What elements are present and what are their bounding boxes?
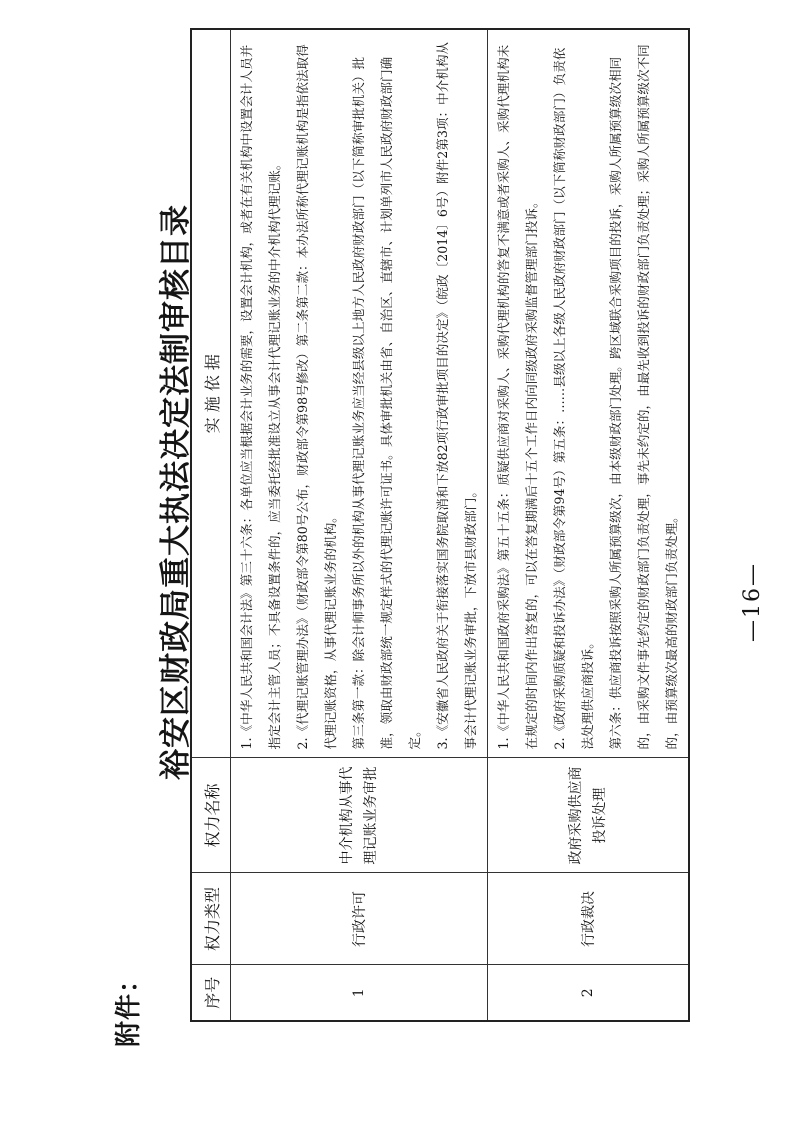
- row-type: 行政许可: [231, 873, 488, 965]
- table-row: [231, 29, 488, 1021]
- row-basis: [231, 29, 488, 758]
- row-name: 政府采购供应商投诉处理: [488, 758, 690, 873]
- table-row: [488, 29, 690, 1021]
- row-seq: 2: [488, 965, 690, 1021]
- header-seq: 序号: [191, 965, 231, 1021]
- basis-paragraph: 第六条：供应商投诉按照采购人所属预算级次，由本级财政部门处理。跨区域联合采购项目的投诉，采购人所属预算级次相同的，由采购文件事先约定的财政部门负责处理，事先未约定的，由最先收到投诉的财政部门负责处理；采购人所属预算级次不同的，由预算级次最高的财政部门负责处理。: [608, 44, 679, 750]
- basis-paragraph: 2.《政府采购质疑和投诉办法》（财政部令第94号）第五条：……县级以上各级人民政府财政部门（以下简称财政部门）负责依法处理供应商投诉。: [552, 47, 595, 750]
- header-basis: 实 施 依 据: [191, 29, 231, 758]
- basis-paragraph: 1.《中华人民共和国会计法》第三十六条：各单位应当根据会计业务的需要，设置会计机构，或者在有关机构中设置会计人员并指定会计主管人员；不具备设置条件的，应当委托经批准设立从事会计代理记账业务的中介机构代理记账。: [239, 44, 282, 750]
- row-basis: [488, 29, 690, 758]
- basis-paragraph: 2.《代理记账管理办法》（财政部令第80号公布，财政部令第98号修改）第二条第二款：本办法所称代理记账机构是指依法取得代理记账资格，从事代理记账业务的机构。: [295, 44, 338, 750]
- row-seq: 1: [231, 965, 488, 1021]
- header-name: 权力名称: [191, 758, 231, 873]
- header-type: 权力类型: [191, 873, 231, 965]
- table-header-row: [191, 29, 231, 1021]
- basis-paragraph: 1.《中华人民共和国政府采购法》第五十五条：质疑供应商对采购人、采购代理机构的答复不满意或者采购人、采购代理机构未在规定的时间内作出答复的，可以在答复期满后十五个工作日内向同级政府采购监督管理部门投诉。: [496, 44, 539, 750]
- basis-paragraph: 第三条第一款：除会计师事务所以外的机构从事代理记账业务应当经县级以上地方人民政府财政部门（以下简称审批机关）批准，领取由财政部统一规定样式的代理记账许可证书。具体审批机关由省、自治区、直辖市、计划单列市人民政府财政部门确定。: [351, 56, 422, 750]
- attachment-label: 附件：: [114, 965, 144, 1047]
- row-type: 行政裁决: [488, 873, 690, 965]
- basis-paragraph: 3.《安徽省人民政府关于衔接落实国务院取消和下放82项行政审批项目的决定》（皖政〔2014〕6号）附件2第3项：中介机构从事会计代理记账业务审批，下放市县财政部门。: [435, 41, 478, 750]
- page-number: —16—: [740, 562, 765, 642]
- page-title: 裕安区财政局重大执法决定法制审核目录: [158, 204, 194, 780]
- row-name: 中介机构从事代理记账业务审批: [231, 758, 488, 873]
- review-catalog-table: [190, 28, 690, 1022]
